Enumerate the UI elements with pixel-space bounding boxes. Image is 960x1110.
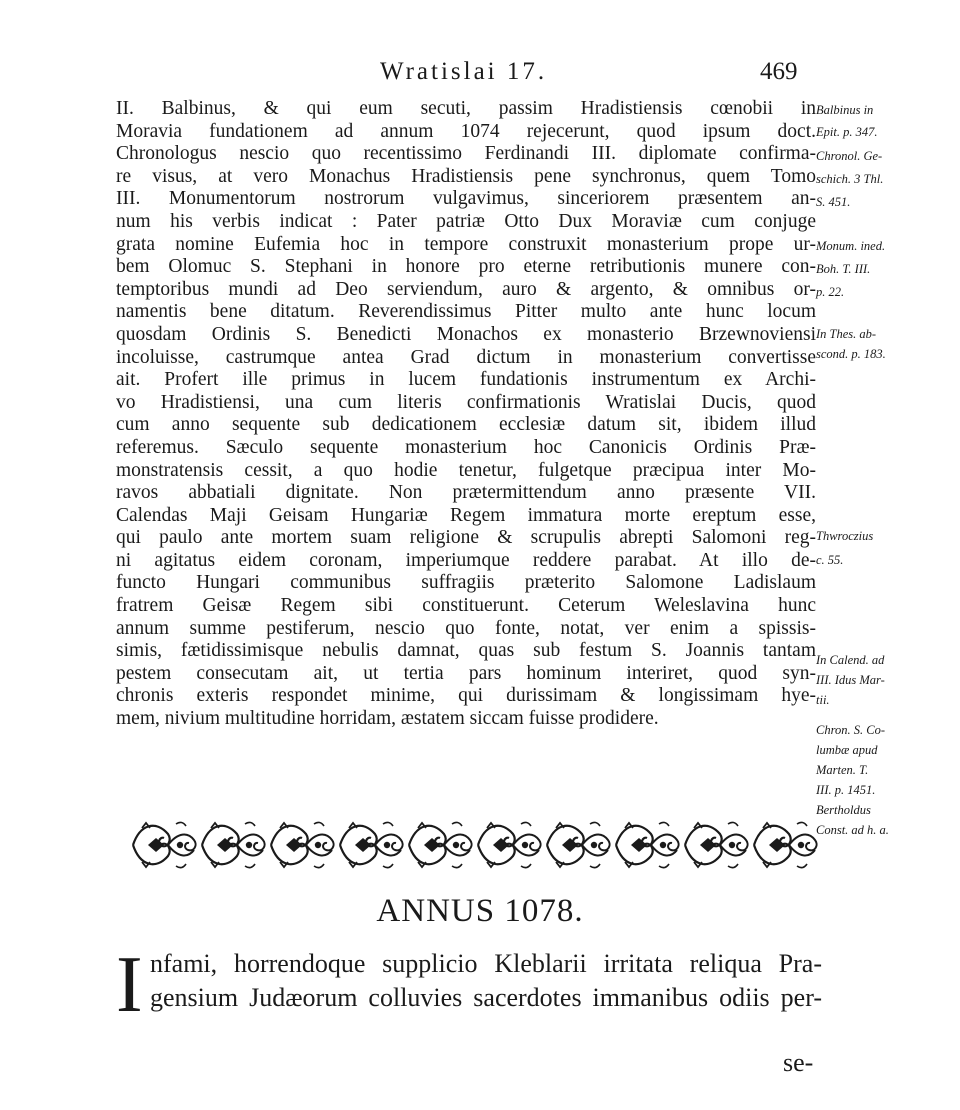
margin-note: p. 22. bbox=[816, 285, 845, 299]
drop-cap: I bbox=[116, 941, 143, 1029]
margin-note: scond. p. 183. bbox=[816, 347, 886, 361]
margin-note: S. 451. bbox=[816, 195, 851, 209]
margin-note: Balbinus in bbox=[816, 103, 874, 117]
text-line: pestem consecutam ait, ut tertia pars hominum interiret, quod syn- bbox=[116, 662, 816, 684]
main-paragraph bbox=[116, 98, 816, 731]
margin-note: Chron. S. Co- bbox=[816, 723, 885, 737]
text-line: bem Olomuc S. Stephani in honore pro eterne retributionis munere con- bbox=[116, 256, 816, 278]
text-line: cum anno sequente sub dedicationem ecclesiæ datum sit, ibidem illud bbox=[116, 414, 816, 436]
margin-note: Monum. ined. bbox=[816, 239, 886, 253]
text-line: annum summe pestiferum, nescio quo fonte, notat, ver enim a spissis- bbox=[116, 617, 816, 639]
text-line: num his verbis indicat : Pater patriæ Otto Dux Moraviæ cum conjuge bbox=[116, 210, 816, 232]
text-line: quosdam Ordinis S. Benedicti Monachos ex monasterio Brzewnoviensi bbox=[116, 323, 816, 345]
text-line: fratrem Geisæ Regem sibi constituerunt. Ceterum Weleslavina hunc bbox=[116, 595, 816, 617]
text-line: temptoribus mundi ad Deo serviendum, auro & argento, & omnibus or- bbox=[116, 278, 816, 300]
text-line: referemus. Sæculo sequente monasterium hoc Canonicis Ordinis Præ- bbox=[116, 436, 816, 458]
margin-note: In Thes. ab- bbox=[816, 327, 877, 341]
text-line: simis, fætidissimisque nebulis damnat, quas sub festum S. Joannis tantam bbox=[116, 640, 816, 662]
margin-note: Chronol. Ge- bbox=[816, 149, 883, 163]
margin-note: In Calend. ad bbox=[816, 653, 885, 667]
text-line: chronis exteris respondet minime, qui durissimam & longissimam hye- bbox=[116, 685, 816, 707]
text-line: ni agitatus eidem coronam, imperiumque reddere parabat. At illo de- bbox=[116, 549, 816, 571]
margin-note: III. Idus Mar- bbox=[816, 673, 885, 687]
margin-note: Epit. p. 347. bbox=[816, 125, 878, 139]
text-line: nfami, horrendoque supplicio Kleblarii irritata reliqua Pra- bbox=[150, 949, 822, 978]
running-head bbox=[0, 58, 960, 94]
section-heading: ANNUS 1078. bbox=[376, 893, 584, 929]
text-line: III. Monumentorum nostrorum vulgavimus, sinceriorem præsentem an- bbox=[116, 188, 816, 210]
margin-note: Thwroczius bbox=[816, 529, 874, 543]
margin-note: schich. 3 Thl. bbox=[816, 172, 884, 186]
decorative-ornament-band bbox=[128, 814, 818, 876]
text-line: II. Balbinus, & qui eum secuti, passim Hradistiensis cœnobii in bbox=[116, 98, 816, 119]
text-line: mem, nivium multitudine horridam, æstatem siccam fuisse prodidere. bbox=[116, 708, 659, 730]
text-line: vo Hradistiensi, una cum literis confirmationis Wratislai Ducis, quod bbox=[116, 391, 816, 413]
text-line: functo Hungari communibus suffragiis præterito Salomone Ladislaum bbox=[116, 572, 816, 594]
text-line: gensium Judæorum colluvies sacerdotes immanibus odiis per- bbox=[150, 983, 822, 1012]
margin-note: Marten. T. bbox=[816, 763, 869, 777]
text-line: namentis bene ditatum. Reverendissimus Pitter multo ante hunc locum bbox=[116, 301, 816, 323]
text-line: grata nomine Eufemia hoc in tempore construxit monasterium prope ur- bbox=[116, 233, 816, 255]
margin-note: Boh. T. III. bbox=[816, 262, 871, 276]
margin-note: c. 55. bbox=[816, 553, 844, 567]
margin-note: lumbæ apud bbox=[816, 743, 878, 757]
catchword: se- bbox=[783, 1048, 814, 1077]
text-line: monstratensis cessit, a quo hodie tenetur, fulgetque præcipua inter Mo- bbox=[116, 459, 816, 481]
text-line: qui paulo ante mortem suam religione & scrupulis abrepti Salomoni reg- bbox=[116, 527, 816, 549]
margin-note: Bertholdus bbox=[816, 803, 871, 817]
text-line: ait. Profert ille primus in lucem fundationis instrumentum ex Archi- bbox=[116, 369, 816, 391]
text-line: incoluisse, castrumque antea Grad dictum in monasterium convertisse bbox=[116, 346, 816, 368]
margin-note: Const. ad h. a. bbox=[816, 823, 889, 837]
page-number: 469 bbox=[760, 58, 798, 85]
margin-note: tii. bbox=[816, 693, 830, 707]
text-line: Calendas Maji Geisam Hungariæ Regem immatura morte ereptum esse, bbox=[116, 504, 816, 526]
text-line: ravos abbatiali dignitate. Non prætermittendum anno præsente VII. bbox=[116, 482, 816, 504]
text-line: Chronologus nescio quo recentissimo Ferdinandi III. diplomate confirma- bbox=[116, 143, 816, 165]
running-head-title: Wratislai 17. bbox=[380, 58, 548, 85]
text-line: re visus, at vero Monachus Hradistiensis pene synchronus, quem Tomo bbox=[116, 165, 816, 187]
second-paragraph bbox=[116, 941, 822, 1029]
margin-note: III. p. 1451. bbox=[816, 783, 876, 797]
text-line: Moravia fundationem ad annum 1074 rejecerunt, quod ipsum doct. bbox=[116, 120, 816, 142]
